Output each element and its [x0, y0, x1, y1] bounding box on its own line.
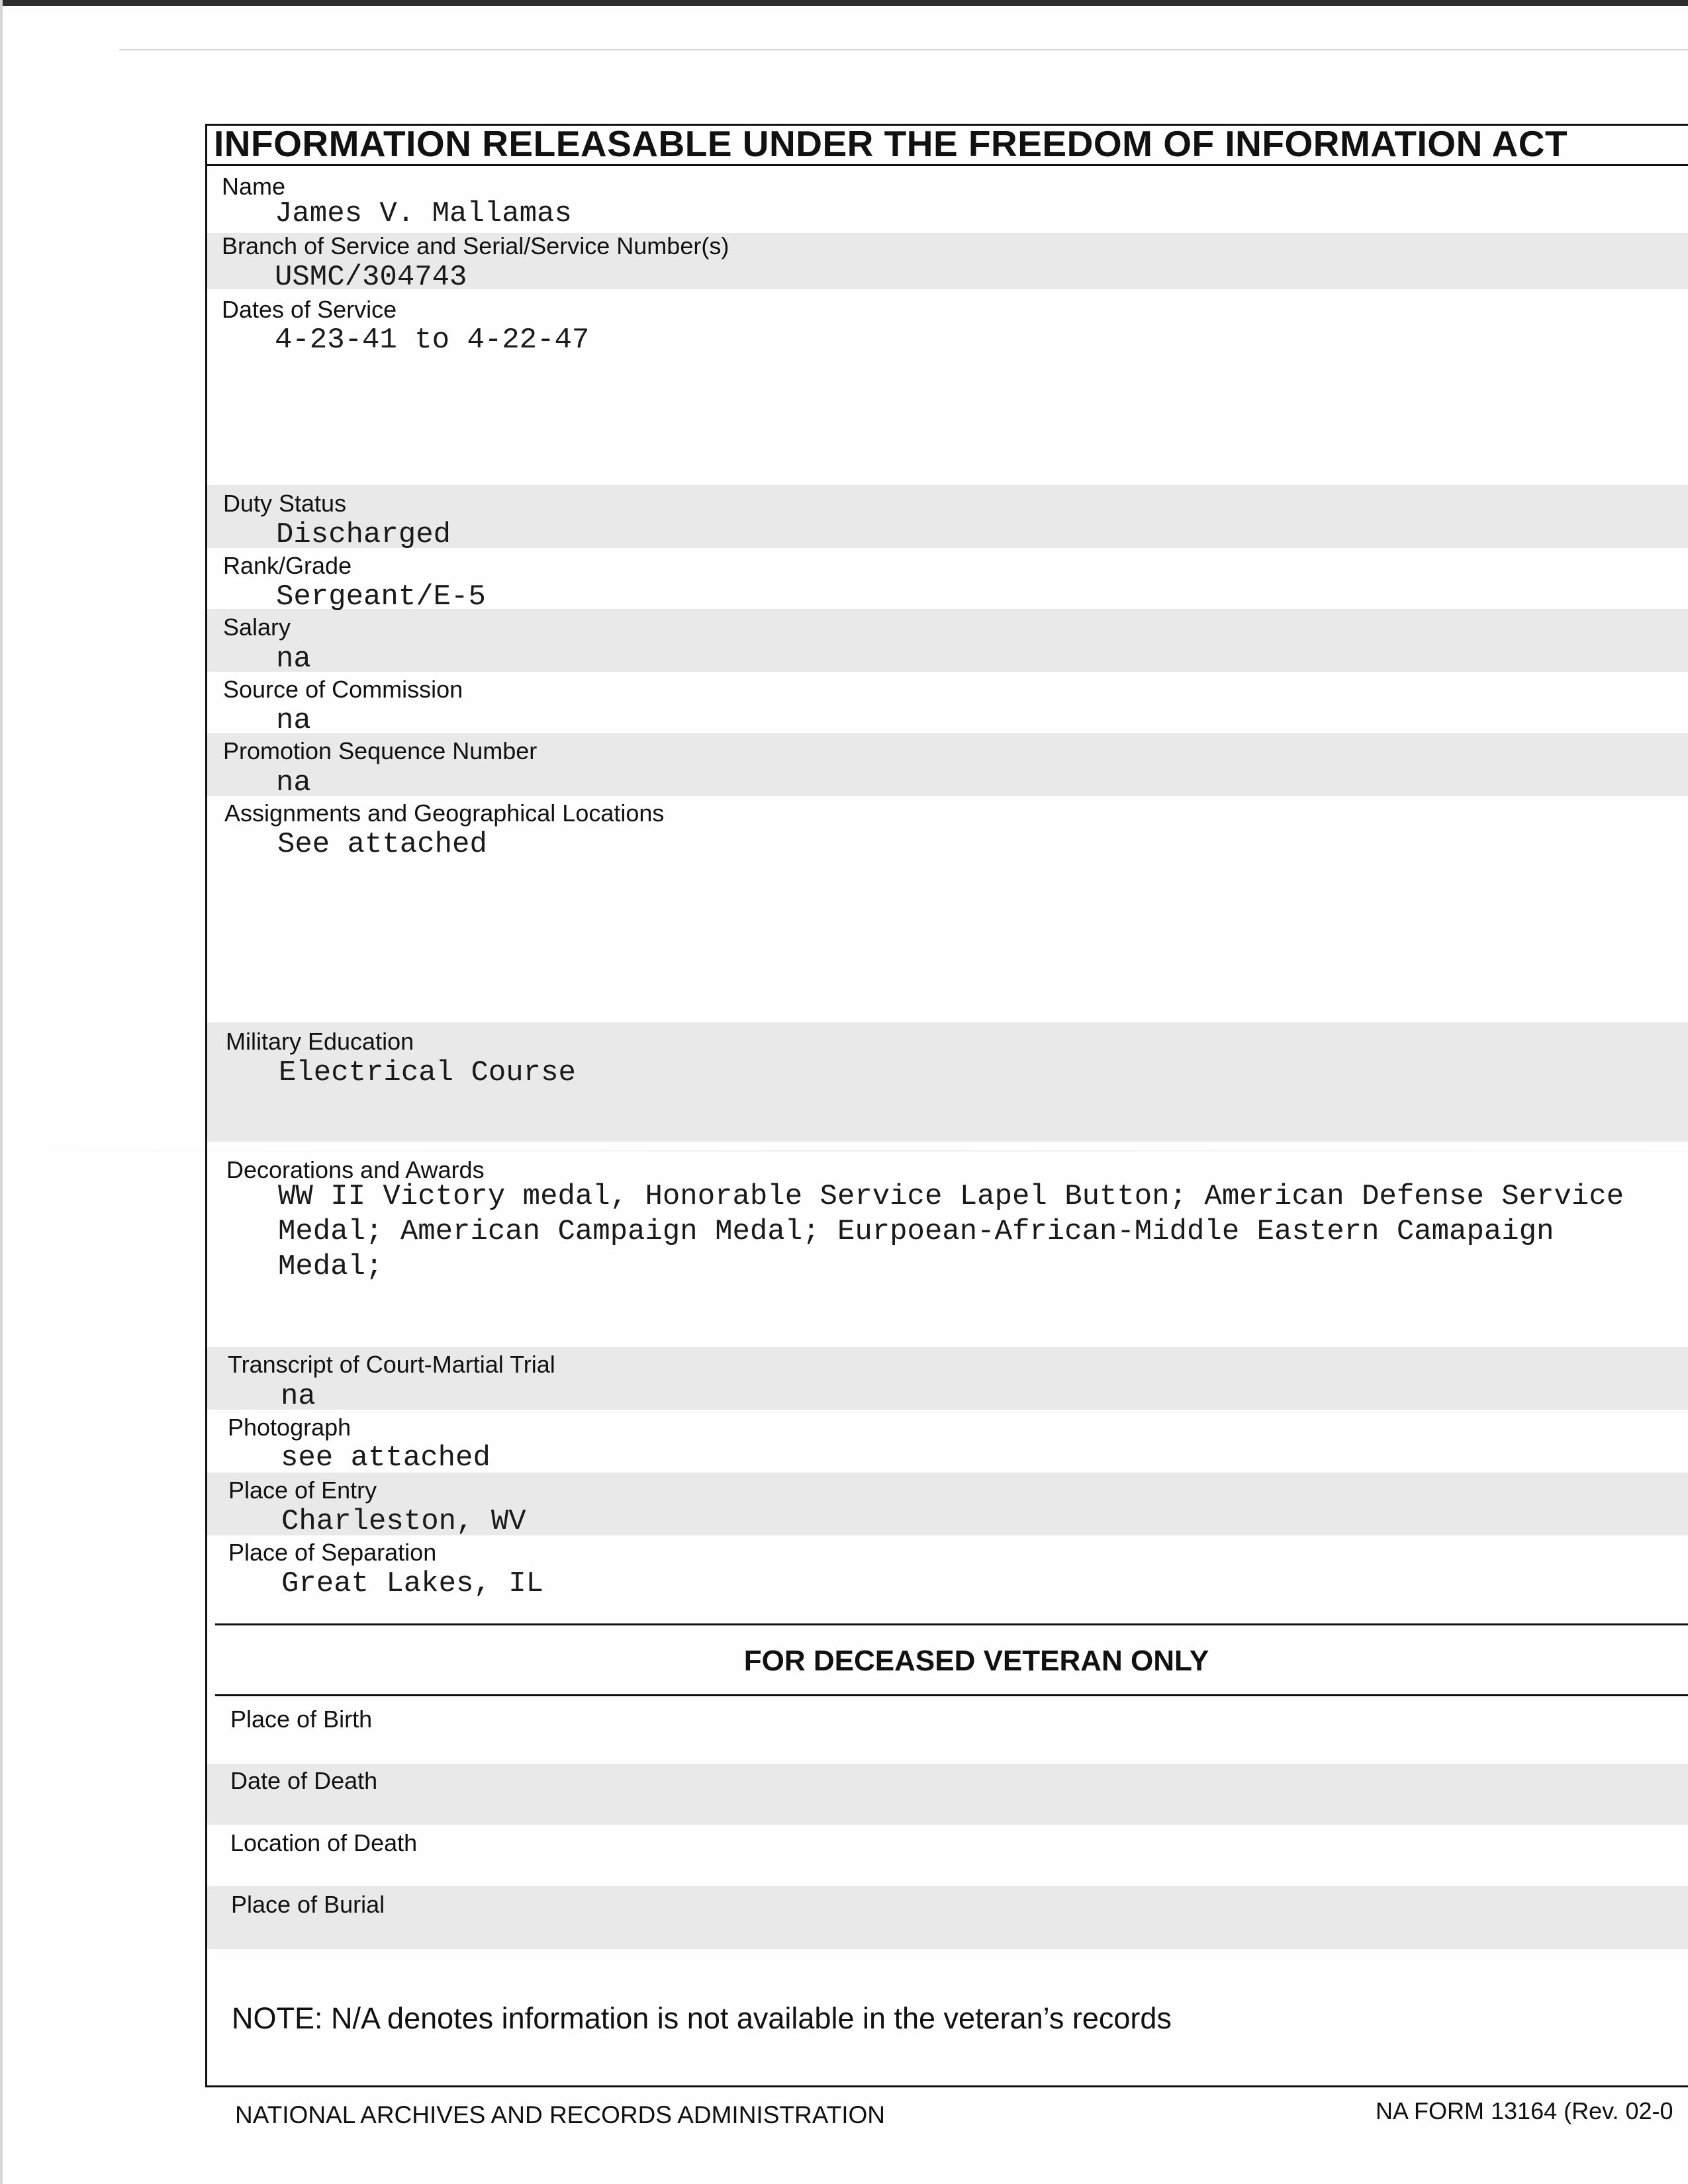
shade-band: [207, 1764, 1688, 1825]
rank-grade-label: Rank/Grade: [223, 552, 352, 579]
military-education-label: Military Education: [226, 1028, 414, 1055]
section-rule: [215, 1623, 1688, 1625]
date-of-death-label: Date of Death: [230, 1767, 378, 1794]
court-martial-value: na: [281, 1380, 316, 1413]
location-of-death-label: Location of Death: [230, 1829, 418, 1856]
salary-label: Salary: [223, 614, 291, 641]
dates-of-service-value: 4-23-41 to 4-22-47: [275, 324, 590, 357]
decorations-awards-value: [278, 1179, 1688, 1285]
assignments-value: See attached: [277, 828, 487, 861]
decorations-awards-label: Decorations and Awards: [226, 1156, 485, 1183]
place-of-entry-value: Charleston, WV: [281, 1505, 526, 1538]
awards-line: Medal;: [278, 1250, 383, 1283]
military-education-value: Electrical Course: [279, 1056, 576, 1089]
shade-band: [207, 609, 1688, 672]
court-martial-label: Transcript of Court-Martial Trial: [228, 1351, 555, 1378]
promotion-sequence-label: Promotion Sequence Number: [223, 737, 538, 764]
branch-service-value: USMC/304743: [275, 261, 467, 294]
assignments-label: Assignments and Geographical Locations: [224, 799, 665, 827]
shade-band: [207, 1886, 1688, 1949]
duty-status-label: Duty Status: [223, 490, 347, 517]
section-rule: [215, 1694, 1688, 1696]
na-note: NOTE: N/A denotes information is not available in the veteran’s records: [232, 2001, 1172, 2035]
place-of-burial-label: Place of Burial: [231, 1891, 385, 1918]
salary-value: na: [276, 643, 311, 676]
place-of-birth-label: Place of Birth: [230, 1706, 373, 1733]
place-of-entry-label: Place of Entry: [228, 1477, 377, 1504]
deceased-section-heading: FOR DECEASED VETERAN ONLY: [743, 1645, 1209, 1677]
rank-grade-value: Sergeant/E-5: [276, 580, 486, 614]
page-top-rule: [119, 49, 1688, 50]
awards-line: Medal; American Campaign Medal; Eurpoean-African-Middle Eastern Camapaign: [278, 1215, 1554, 1248]
place-of-separation-value: Great Lakes, IL: [281, 1567, 544, 1600]
place-of-separation-label: Place of Separation: [228, 1539, 437, 1566]
source-of-commission-value: na: [276, 704, 311, 737]
footer-agency: NATIONAL ARCHIVES AND RECORDS ADMINISTRATION: [235, 2101, 886, 2128]
scan-top-edge: [0, 0, 1688, 6]
paper-fold-crease: [3, 1150, 1688, 1152]
source-of-commission-label: Source of Commission: [223, 676, 463, 703]
dates-of-service-label: Dates of Service: [222, 296, 397, 323]
photograph-value: see attached: [281, 1441, 491, 1475]
duty-status-value: Discharged: [276, 518, 451, 551]
promotion-sequence-value: na: [276, 766, 311, 799]
photograph-label: Photograph: [228, 1414, 352, 1441]
scan-left-edge: [0, 0, 3, 2184]
branch-service-label: Branch of Service and Serial/Service Number(s): [222, 232, 729, 259]
footer-form-number: NA FORM 13164 (Rev. 02-0: [1376, 2097, 1673, 2124]
title-rule: [205, 164, 1688, 166]
awards-line: WW II Victory medal, Honorable Service Lapel Button; American Defense Service: [278, 1180, 1624, 1213]
name-label: Name: [222, 173, 286, 200]
name-value: James V. Mallamas: [275, 197, 572, 230]
form-title: INFORMATION RELEASABLE UNDER THE FREEDOM OF INFORMATION ACT: [214, 123, 1568, 164]
